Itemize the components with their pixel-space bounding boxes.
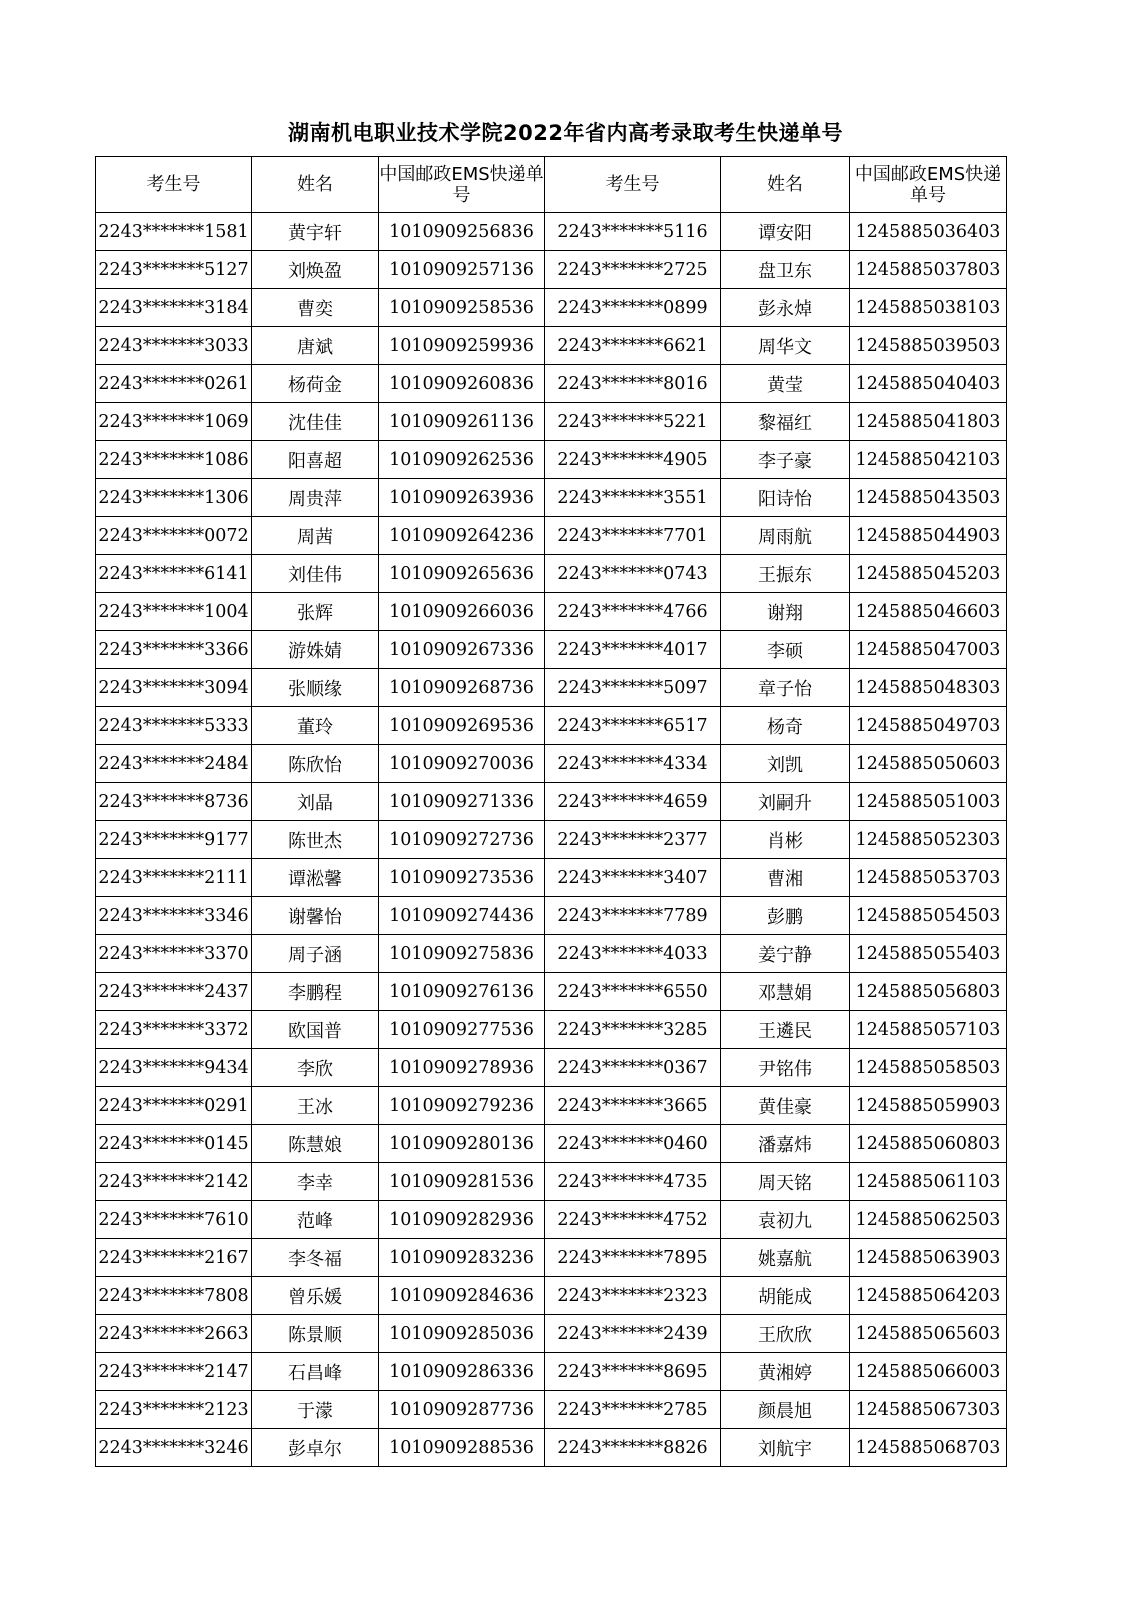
student-id-cell: 2243*******3366 <box>96 631 252 669</box>
student-id-cell: 2243*******2323 <box>545 1277 721 1315</box>
name-cell: 尹铭伟 <box>721 1049 850 1087</box>
table-row <box>96 1163 1007 1201</box>
student-id-cell: 2243*******3372 <box>96 1011 252 1049</box>
name-cell: 彭卓尔 <box>252 1429 379 1467</box>
ems-number-cell: 1010909279236 <box>379 1087 545 1125</box>
table-row <box>96 1277 1007 1315</box>
name-cell: 谢馨怡 <box>252 897 379 935</box>
student-id-cell: 2243*******3665 <box>545 1087 721 1125</box>
student-id-cell: 2243*******8695 <box>545 1353 721 1391</box>
name-cell: 潘嘉炜 <box>721 1125 850 1163</box>
student-id-cell: 2243*******0367 <box>545 1049 721 1087</box>
ems-number-cell: 1245885047003 <box>850 631 1007 669</box>
table-row <box>96 403 1007 441</box>
ems-number-cell: 1245885043503 <box>850 479 1007 517</box>
name-cell: 董玲 <box>252 707 379 745</box>
student-id-cell: 2243*******7610 <box>96 1201 252 1239</box>
name-cell: 黄佳豪 <box>721 1087 850 1125</box>
name-cell: 刘嗣升 <box>721 783 850 821</box>
student-id-cell: 2243*******5097 <box>545 669 721 707</box>
student-id-cell: 2243*******2785 <box>545 1391 721 1429</box>
ems-number-cell: 1010909273536 <box>379 859 545 897</box>
student-id-cell: 2243*******2111 <box>96 859 252 897</box>
name-cell: 胡能成 <box>721 1277 850 1315</box>
student-id-cell: 2243*******4033 <box>545 935 721 973</box>
header-ems-number-2: 中国邮政EMS快递单号 <box>850 157 1007 213</box>
student-id-cell: 2243*******4017 <box>545 631 721 669</box>
table-row <box>96 897 1007 935</box>
table-row <box>96 1087 1007 1125</box>
name-cell: 杨奇 <box>721 707 850 745</box>
table-row <box>96 1315 1007 1353</box>
table-row <box>96 1429 1007 1467</box>
ems-number-cell: 1245885065603 <box>850 1315 1007 1353</box>
ems-number-cell: 1010909257136 <box>379 251 545 289</box>
student-id-cell: 2243*******8016 <box>545 365 721 403</box>
ems-number-cell: 1245885051003 <box>850 783 1007 821</box>
ems-number-cell: 1010909275836 <box>379 935 545 973</box>
student-id-cell: 2243*******3094 <box>96 669 252 707</box>
name-cell: 周天铭 <box>721 1163 850 1201</box>
ems-number-cell: 1245885066003 <box>850 1353 1007 1391</box>
student-id-cell: 2243*******7808 <box>96 1277 252 1315</box>
student-id-cell: 2243*******9177 <box>96 821 252 859</box>
student-id-cell: 2243*******5221 <box>545 403 721 441</box>
student-id-cell: 2243*******2439 <box>545 1315 721 1353</box>
ems-number-cell: 1245885038103 <box>850 289 1007 327</box>
ems-number-cell: 1245885061103 <box>850 1163 1007 1201</box>
name-cell: 曹奕 <box>252 289 379 327</box>
table-row <box>96 1391 1007 1429</box>
ems-number-cell: 1010909259936 <box>379 327 545 365</box>
name-cell: 李幸 <box>252 1163 379 1201</box>
ems-number-cell: 1245885058503 <box>850 1049 1007 1087</box>
name-cell: 杨荷金 <box>252 365 379 403</box>
student-id-cell: 2243*******4752 <box>545 1201 721 1239</box>
name-cell: 刘航宇 <box>721 1429 850 1467</box>
name-cell: 谭安阳 <box>721 213 850 251</box>
student-id-cell: 2243*******1004 <box>96 593 252 631</box>
student-id-cell: 2243*******6141 <box>96 555 252 593</box>
student-id-cell: 2243*******8736 <box>96 783 252 821</box>
ems-number-cell: 1010909281536 <box>379 1163 545 1201</box>
name-cell: 邓慧娟 <box>721 973 850 1011</box>
ems-number-cell: 1245885040403 <box>850 365 1007 403</box>
table-row <box>96 1125 1007 1163</box>
name-cell: 黄宇轩 <box>252 213 379 251</box>
name-cell: 颜晨旭 <box>721 1391 850 1429</box>
ems-number-cell: 1010909266036 <box>379 593 545 631</box>
ems-number-cell: 1010909274436 <box>379 897 545 935</box>
name-cell: 游姝婧 <box>252 631 379 669</box>
table-row <box>96 631 1007 669</box>
table-row <box>96 517 1007 555</box>
name-cell: 王冰 <box>252 1087 379 1125</box>
name-cell: 彭永焯 <box>721 289 850 327</box>
name-cell: 石昌峰 <box>252 1353 379 1391</box>
student-id-cell: 2243*******1069 <box>96 403 252 441</box>
name-cell: 谭淞馨 <box>252 859 379 897</box>
name-cell: 李欣 <box>252 1049 379 1087</box>
table-row <box>96 213 1007 251</box>
student-id-cell: 2243*******1306 <box>96 479 252 517</box>
name-cell: 周华文 <box>721 327 850 365</box>
name-cell: 李硕 <box>721 631 850 669</box>
table-row <box>96 707 1007 745</box>
name-cell: 曾乐媛 <box>252 1277 379 1315</box>
student-id-cell: 2243*******3346 <box>96 897 252 935</box>
name-cell: 阳喜超 <box>252 441 379 479</box>
name-cell: 章子怡 <box>721 669 850 707</box>
ems-number-cell: 1010909264236 <box>379 517 545 555</box>
student-id-cell: 2243*******3370 <box>96 935 252 973</box>
name-cell: 周贵萍 <box>252 479 379 517</box>
ems-number-cell: 1245885049703 <box>850 707 1007 745</box>
student-id-cell: 2243*******3033 <box>96 327 252 365</box>
name-cell: 刘晶 <box>252 783 379 821</box>
header-ems-number: 中国邮政EMS快递单号 <box>379 157 545 213</box>
ems-number-cell: 1010909288536 <box>379 1429 545 1467</box>
ems-number-cell: 1010909280136 <box>379 1125 545 1163</box>
name-cell: 陈世杰 <box>252 821 379 859</box>
ems-number-cell: 1010909285036 <box>379 1315 545 1353</box>
student-id-cell: 2243*******2725 <box>545 251 721 289</box>
name-cell: 欧国普 <box>252 1011 379 1049</box>
ems-number-cell: 1010909283236 <box>379 1239 545 1277</box>
express-number-table <box>95 156 1007 1467</box>
student-id-cell: 2243*******5116 <box>545 213 721 251</box>
ems-number-cell: 1245885062503 <box>850 1201 1007 1239</box>
ems-number-cell: 1010909268736 <box>379 669 545 707</box>
ems-number-cell: 1245885041803 <box>850 403 1007 441</box>
student-id-cell: 2243*******0072 <box>96 517 252 555</box>
name-cell: 袁初九 <box>721 1201 850 1239</box>
name-cell: 谢翔 <box>721 593 850 631</box>
student-id-cell: 2243*******4905 <box>545 441 721 479</box>
table-row <box>96 669 1007 707</box>
name-cell: 沈佳佳 <box>252 403 379 441</box>
ems-number-cell: 1245885056803 <box>850 973 1007 1011</box>
student-id-cell: 2243*******5333 <box>96 707 252 745</box>
name-cell: 范峰 <box>252 1201 379 1239</box>
ems-number-cell: 1010909282936 <box>379 1201 545 1239</box>
ems-number-cell: 1010909260836 <box>379 365 545 403</box>
table-body <box>96 213 1007 1467</box>
name-cell: 姜宁静 <box>721 935 850 973</box>
student-id-cell: 2243*******2484 <box>96 745 252 783</box>
ems-number-cell: 1245885036403 <box>850 213 1007 251</box>
name-cell: 黄湘婷 <box>721 1353 850 1391</box>
student-id-cell: 2243*******0460 <box>545 1125 721 1163</box>
table-row <box>96 1353 1007 1391</box>
ems-number-cell: 1245885067303 <box>850 1391 1007 1429</box>
ems-number-cell: 1245885042103 <box>850 441 1007 479</box>
name-cell: 周茜 <box>252 517 379 555</box>
student-id-cell: 2243*******2377 <box>545 821 721 859</box>
ems-number-cell: 1245885059903 <box>850 1087 1007 1125</box>
ems-number-cell: 1245885054503 <box>850 897 1007 935</box>
name-cell: 李鹏程 <box>252 973 379 1011</box>
ems-number-cell: 1245885045203 <box>850 555 1007 593</box>
ems-number-cell: 1245885044903 <box>850 517 1007 555</box>
ems-number-cell: 1010909270036 <box>379 745 545 783</box>
header-student-id: 考生号 <box>96 157 252 213</box>
table-row <box>96 251 1007 289</box>
ems-number-cell: 1010909261136 <box>379 403 545 441</box>
student-id-cell: 2243*******4659 <box>545 783 721 821</box>
student-id-cell: 2243*******2147 <box>96 1353 252 1391</box>
name-cell: 唐斌 <box>252 327 379 365</box>
ems-number-cell: 1245885057103 <box>850 1011 1007 1049</box>
student-id-cell: 2243*******2123 <box>96 1391 252 1429</box>
ems-number-cell: 1010909272736 <box>379 821 545 859</box>
name-cell: 李冬福 <box>252 1239 379 1277</box>
name-cell: 王欣欣 <box>721 1315 850 1353</box>
table-row <box>96 859 1007 897</box>
name-cell: 陈景顺 <box>252 1315 379 1353</box>
ems-number-cell: 1010909276136 <box>379 973 545 1011</box>
header-student-id-2: 考生号 <box>545 157 721 213</box>
name-cell: 王振东 <box>721 555 850 593</box>
student-id-cell: 2243*******3551 <box>545 479 721 517</box>
student-id-cell: 2243*******4766 <box>545 593 721 631</box>
student-id-cell: 2243*******6621 <box>545 327 721 365</box>
student-id-cell: 2243*******9434 <box>96 1049 252 1087</box>
student-id-cell: 2243*******3184 <box>96 289 252 327</box>
ems-number-cell: 1010909277536 <box>379 1011 545 1049</box>
ems-number-cell: 1010909265636 <box>379 555 545 593</box>
ems-number-cell: 1245885068703 <box>850 1429 1007 1467</box>
name-cell: 陈慧娘 <box>252 1125 379 1163</box>
name-cell: 周子涵 <box>252 935 379 973</box>
name-cell: 王遴民 <box>721 1011 850 1049</box>
student-id-cell: 2243*******0743 <box>545 555 721 593</box>
name-cell: 于濛 <box>252 1391 379 1429</box>
table-row <box>96 1201 1007 1239</box>
ems-number-cell: 1010909256836 <box>379 213 545 251</box>
ems-number-cell: 1245885063903 <box>850 1239 1007 1277</box>
ems-number-cell: 1245885039503 <box>850 327 1007 365</box>
table-row <box>96 821 1007 859</box>
ems-number-cell: 1245885037803 <box>850 251 1007 289</box>
table-header-row <box>96 157 1007 213</box>
student-id-cell: 2243*******0291 <box>96 1087 252 1125</box>
table-row <box>96 289 1007 327</box>
table-row <box>96 973 1007 1011</box>
student-id-cell: 2243*******3285 <box>545 1011 721 1049</box>
name-cell: 盘卫东 <box>721 251 850 289</box>
student-id-cell: 2243*******2142 <box>96 1163 252 1201</box>
name-cell: 黄莹 <box>721 365 850 403</box>
ems-number-cell: 1010909262536 <box>379 441 545 479</box>
name-cell: 陈欣怡 <box>252 745 379 783</box>
header-name: 姓名 <box>252 157 379 213</box>
table-row <box>96 1049 1007 1087</box>
ems-number-cell: 1010909284636 <box>379 1277 545 1315</box>
table-row <box>96 935 1007 973</box>
student-id-cell: 2243*******5127 <box>96 251 252 289</box>
name-cell: 姚嘉航 <box>721 1239 850 1277</box>
ems-number-cell: 1010909269536 <box>379 707 545 745</box>
table-row <box>96 745 1007 783</box>
ems-number-cell: 1010909263936 <box>379 479 545 517</box>
table-row <box>96 365 1007 403</box>
name-cell: 黎福红 <box>721 403 850 441</box>
name-cell: 李子豪 <box>721 441 850 479</box>
student-id-cell: 2243*******0261 <box>96 365 252 403</box>
student-id-cell: 2243*******0899 <box>545 289 721 327</box>
student-id-cell: 2243*******7789 <box>545 897 721 935</box>
student-id-cell: 2243*******3407 <box>545 859 721 897</box>
ems-number-cell: 1010909271336 <box>379 783 545 821</box>
ems-number-cell: 1010909267336 <box>379 631 545 669</box>
ems-number-cell: 1010909258536 <box>379 289 545 327</box>
table-row <box>96 327 1007 365</box>
student-id-cell: 2243*******4735 <box>545 1163 721 1201</box>
ems-number-cell: 1010909287736 <box>379 1391 545 1429</box>
student-id-cell: 2243*******1086 <box>96 441 252 479</box>
table-row <box>96 441 1007 479</box>
ems-number-cell: 1245885055403 <box>850 935 1007 973</box>
student-id-cell: 2243*******3246 <box>96 1429 252 1467</box>
table-row <box>96 783 1007 821</box>
ems-number-cell: 1010909286336 <box>379 1353 545 1391</box>
student-id-cell: 2243*******7895 <box>545 1239 721 1277</box>
header-name-2: 姓名 <box>721 157 850 213</box>
table-row <box>96 479 1007 517</box>
ems-number-cell: 1245885050603 <box>850 745 1007 783</box>
student-id-cell: 2243*******2167 <box>96 1239 252 1277</box>
student-id-cell: 2243*******1581 <box>96 213 252 251</box>
name-cell: 张顺缘 <box>252 669 379 707</box>
student-id-cell: 2243*******7701 <box>545 517 721 555</box>
name-cell: 肖彬 <box>721 821 850 859</box>
ems-number-cell: 1245885064203 <box>850 1277 1007 1315</box>
student-id-cell: 2243*******0145 <box>96 1125 252 1163</box>
table-row <box>96 593 1007 631</box>
student-id-cell: 2243*******6550 <box>545 973 721 1011</box>
name-cell: 曹湘 <box>721 859 850 897</box>
student-id-cell: 2243*******2663 <box>96 1315 252 1353</box>
name-cell: 阳诗怡 <box>721 479 850 517</box>
name-cell: 刘凯 <box>721 745 850 783</box>
student-id-cell: 2243*******8826 <box>545 1429 721 1467</box>
name-cell: 张辉 <box>252 593 379 631</box>
ems-number-cell: 1245885048303 <box>850 669 1007 707</box>
student-id-cell: 2243*******2437 <box>96 973 252 1011</box>
name-cell: 彭鹏 <box>721 897 850 935</box>
page-title: 湖南机电职业技术学院2022年省内高考录取考生快递单号 <box>288 121 843 145</box>
ems-number-cell: 1245885046603 <box>850 593 1007 631</box>
name-cell: 刘佳伟 <box>252 555 379 593</box>
ems-number-cell: 1245885053703 <box>850 859 1007 897</box>
ems-number-cell: 1245885052303 <box>850 821 1007 859</box>
student-id-cell: 2243*******6517 <box>545 707 721 745</box>
ems-number-cell: 1245885060803 <box>850 1125 1007 1163</box>
table-row <box>96 555 1007 593</box>
student-id-cell: 2243*******4334 <box>545 745 721 783</box>
table-row <box>96 1239 1007 1277</box>
table-row <box>96 1011 1007 1049</box>
name-cell: 周雨航 <box>721 517 850 555</box>
name-cell: 刘焕盈 <box>252 251 379 289</box>
ems-number-cell: 1010909278936 <box>379 1049 545 1087</box>
